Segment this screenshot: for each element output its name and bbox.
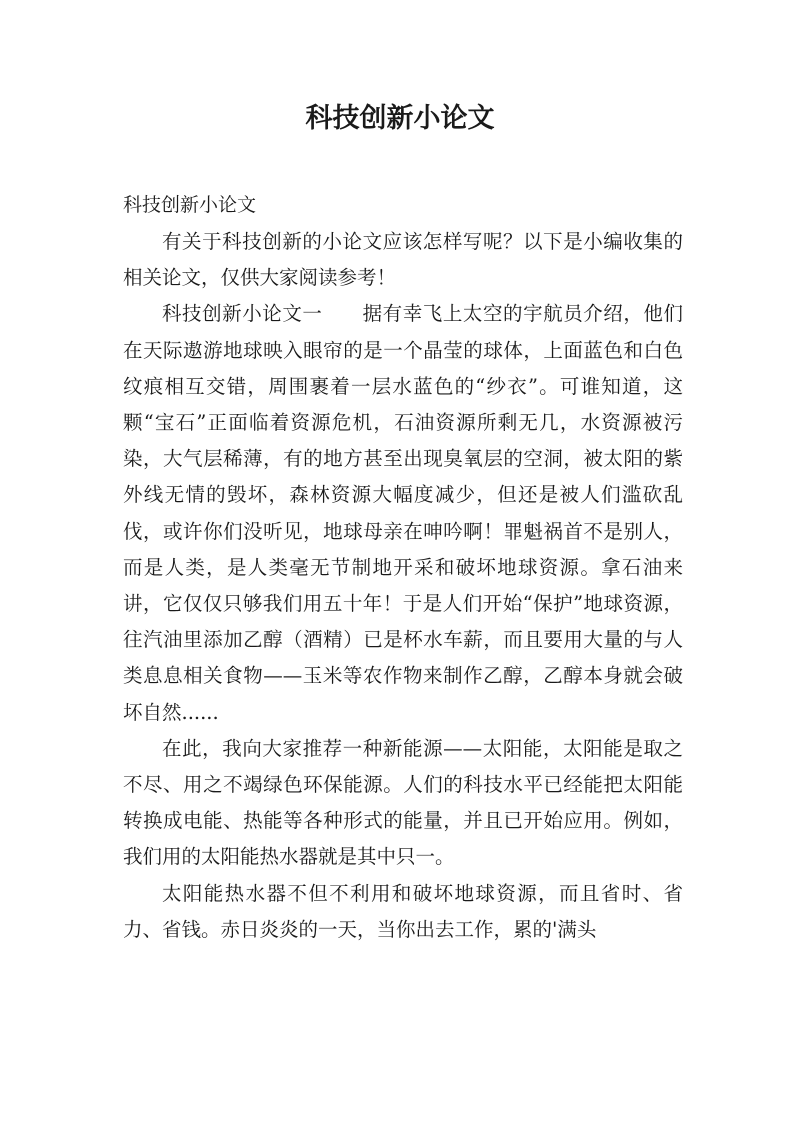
paragraph-solar-energy: 在此，我向大家推荐一种新能源——太阳能，太阳能是取之不尽、用之不竭绿色环保能源。人们的科技水平已经能把太阳能转换成电能、热能等各种形式的能量，并且已开始应用。例如，我们用的太阳能热水器就是其中只一。 <box>123 736 683 869</box>
document-subtitle: 科技创新小论文 <box>123 194 257 216</box>
paragraph-solar-heater: 太阳能热水器不但不利用和破坏地球资源，而且省时、省力、省钱。赤日炎炎的一天，当你出去工作，累的'满头 <box>123 881 683 941</box>
document-title: 科技创新小论文 <box>305 103 495 134</box>
paragraph-essay-one: 科技创新小论文一 据有幸飞上太空的宇航员介绍，他们在天际遨游地球映入眼帘的是一个晶莹的球体，上面蓝色和白色纹痕相互交错，周围裹着一层水蓝色的“纱衣”。可谁知道，这颗“宝石”正面临着资源危机，石油资源所剩无几，水资源被污染，大气层稀薄，有的地方甚至出现臭氧层的空洞，被太阳的紫外线无情的毁坏，森林资源大幅度减少，但还是被人们滥砍乱伐，或许你们没听见，地球母亲在呻吟啊！罪魁祸首不是别人，而是人类，是人类毫无节制地开采和破坏地球资源。拿石油来讲，它仅仅只够我们用五十年！于是人们开始“保护”地球资源，往汽油里添加乙醇（酒精）已是杯水车薪，而且要用大量的与人类息息相关食物——玉米等农作物来制作乙醇，乙醇本身就会破坏自然...... <box>123 302 683 724</box>
paragraph-intro: 有关于科技创新的小论文应该怎样写呢？以下是小编收集的相关论文，仅供大家阅读参考！ <box>123 230 683 290</box>
document-body <box>123 224 683 948</box>
